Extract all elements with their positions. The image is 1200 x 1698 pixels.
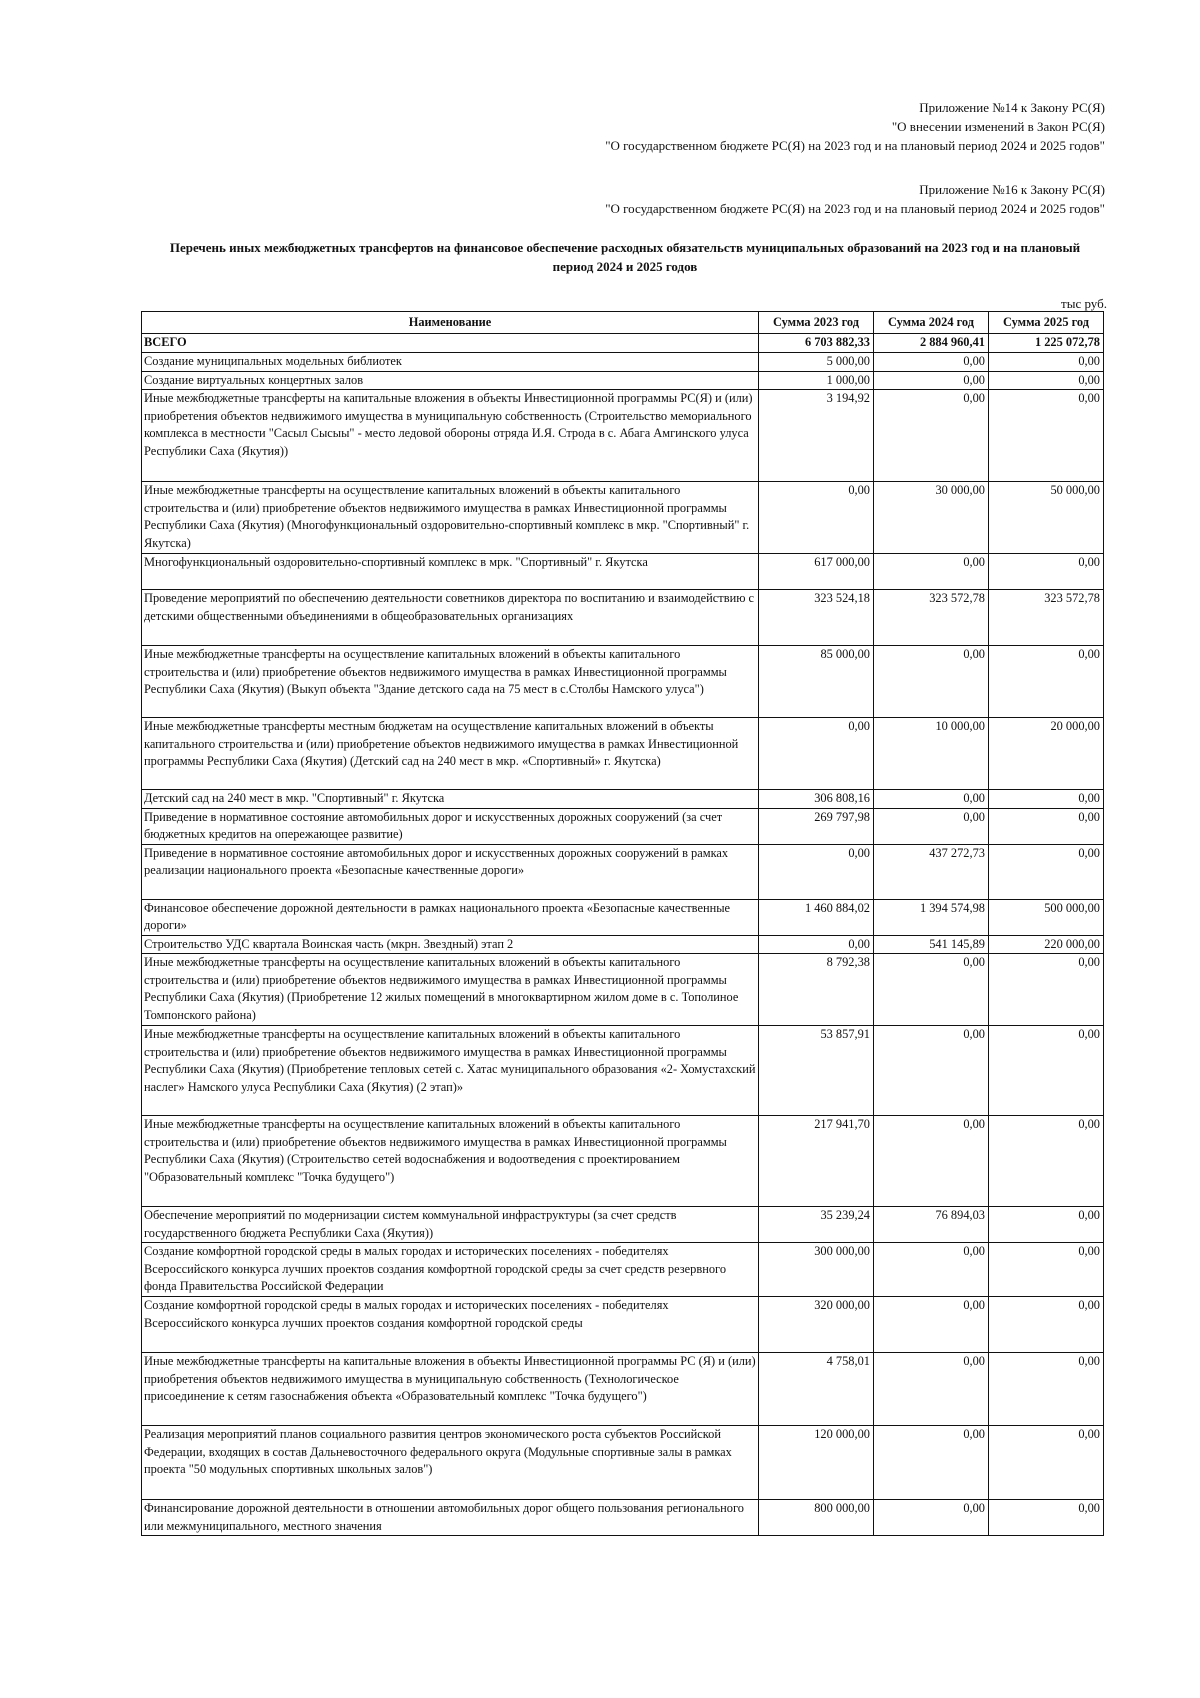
row-name-cell: Создание комфортной городской среды в малых городах и исторических поселениях - победителях Всероссийского конкурса лучших проектов создания комфортной городской среды за счет средств резервного фонда Правительства Российской Федерации [142, 1243, 759, 1297]
table-row [142, 353, 1104, 372]
row-2025-cell: 0,00 [989, 390, 1104, 482]
row-name-cell: Иные межбюджетные трансферты на осуществление капитальных вложений в объекты капитального строительства и (или) приобретение объектов недвижимого имущества в рамках Инвестиционной программы Республики Саха (Якутия) (Многофункциональный оздоровительно-спортивный комплекс в мкр. "Спортивный" г. Якутска) [142, 482, 759, 554]
row-name-cell: Многофункциональный оздоровительно-спортивный комплекс в мрк. "Спортивный" г. Якутска [142, 554, 759, 590]
column-header-name: Наименование [142, 312, 759, 334]
row-name-cell: Строительство УДС квартала Воинская часть (мкрн. Звездный) этап 2 [142, 935, 759, 954]
table-row [142, 482, 1104, 554]
row-name-cell: Иные межбюджетные трансферты на осуществление капитальных вложений в объекты капитального строительства и (или) приобретение объектов недвижимого имущества в рамках Инвестиционной программы Республики Саха (Якутия) (Приобретение тепловых сетей с. Хатас муниципального образования «2- Хомустахский наслег» Намского улуса Республики Саха (Якутия) (2 этап)» [142, 1026, 759, 1116]
row-2024-cell: 76 894,03 [874, 1207, 989, 1243]
table-row [142, 1116, 1104, 1207]
row-name-cell: Иные межбюджетные трансферты местным бюджетам на осуществление капитальных вложений в объекты капитального строительства и (или) приобретение объектов недвижимого имущества в рамках Инвестиционной программы Республики Саха (Якутия) (Детский сад на 240 мест в мкр. «Спортивный» г. Якутска) [142, 718, 759, 790]
transfers-table [141, 311, 1104, 1536]
row-2025-cell: 0,00 [989, 554, 1104, 590]
row-2025-cell: 0,00 [989, 790, 1104, 809]
row-name-cell: Приведение в нормативное состояние автомобильных дорог и искусственных дорожных сооружений в рамках реализации национального проекта «Безопасные качественные дороги» [142, 844, 759, 899]
row-2025-cell: 0,00 [989, 1500, 1104, 1536]
row-2025-cell: 0,00 [989, 1116, 1104, 1207]
row-2025-cell: 500 000,00 [989, 899, 1104, 935]
row-2023-cell: 4 758,01 [759, 1353, 874, 1426]
column-header-2023: Сумма 2023 год [759, 312, 874, 334]
row-2023-cell: 85 000,00 [759, 646, 874, 718]
row-2023-cell: 306 808,16 [759, 790, 874, 809]
row-2025-cell: 0,00 [989, 954, 1104, 1026]
total-2025: 1 225 072,78 [989, 334, 1104, 353]
table-row [142, 844, 1104, 899]
row-2024-cell: 0,00 [874, 371, 989, 390]
row-2025-cell: 0,00 [989, 646, 1104, 718]
column-header-2025: Сумма 2025 год [989, 312, 1104, 334]
header-line: "О внесении изменений в Закон РС(Я) [891, 119, 1105, 134]
row-2023-cell: 800 000,00 [759, 1500, 874, 1536]
total-2023: 6 703 882,33 [759, 334, 874, 353]
row-2024-cell: 1 394 574,98 [874, 899, 989, 935]
row-2023-cell: 120 000,00 [759, 1426, 874, 1500]
table-row [142, 790, 1104, 809]
table-row [142, 899, 1104, 935]
row-2023-cell: 3 194,92 [759, 390, 874, 482]
row-2025-cell: 0,00 [989, 1207, 1104, 1243]
row-2023-cell: 5 000,00 [759, 353, 874, 372]
row-2024-cell: 0,00 [874, 954, 989, 1026]
row-2023-cell: 1 000,00 [759, 371, 874, 390]
row-2024-cell: 0,00 [874, 1500, 989, 1536]
total-label: ВСЕГО [142, 334, 759, 353]
row-2025-cell: 0,00 [989, 1243, 1104, 1297]
row-2024-cell: 0,00 [874, 554, 989, 590]
row-2023-cell: 320 000,00 [759, 1297, 874, 1353]
row-2023-cell: 0,00 [759, 935, 874, 954]
table-row [142, 1426, 1104, 1500]
row-name-cell: Финансовое обеспечение дорожной деятельности в рамках национального проекта «Безопасные качественные дороги» [142, 899, 759, 935]
row-2025-cell: 0,00 [989, 1297, 1104, 1353]
appendix-header-14 [605, 98, 1105, 155]
table-row [142, 954, 1104, 1026]
header-line: Приложение №14 к Закону РС(Я) [919, 100, 1105, 115]
row-name-cell: Детский сад на 240 мест в мкр. "Спортивный" г. Якутска [142, 790, 759, 809]
row-2023-cell: 53 857,91 [759, 1026, 874, 1116]
document-title: Перечень иных межбюджетных трансфертов на финансовое обеспечение расходных обязательств муниципальных образований на 2023 год и на плановый период 2024 и 2025 годов [169, 240, 1081, 274]
row-name-cell: Создание комфортной городской среды в малых городах и исторических поселениях - победителях Всероссийского конкурса лучших проектов создания комфортной городской среды [142, 1297, 759, 1353]
row-2025-cell: 0,00 [989, 808, 1104, 844]
table-row [142, 935, 1104, 954]
row-2025-cell: 220 000,00 [989, 935, 1104, 954]
row-2024-cell: 0,00 [874, 790, 989, 809]
appendix-header-16 [605, 180, 1105, 218]
table-row [142, 1297, 1104, 1353]
row-name-cell: Иные межбюджетные трансферты на осуществление капитальных вложений в объекты капитального строительства и (или) приобретение объектов недвижимого имущества в рамках Инвестиционной программы Республики Саха (Якутия) (Приобретение 12 жилых помещений в многоквартирном жилом доме в с. Тополиное Томпонского района) [142, 954, 759, 1026]
table-row [142, 808, 1104, 844]
header-line: Приложение №16 к Закону РС(Я) [919, 182, 1105, 197]
row-2024-cell: 0,00 [874, 1426, 989, 1500]
row-2024-cell: 437 272,73 [874, 844, 989, 899]
row-name-cell: Иные межбюджетные трансферты на осуществление капитальных вложений в объекты капитального строительства и (или) приобретение объектов недвижимого имущества в рамках Инвестиционной программы Республики Саха (Якутия) (Выкуп объекта "Здание детского сада на 75 мест в с.Столбы Намского улуса") [142, 646, 759, 718]
row-2023-cell: 617 000,00 [759, 554, 874, 590]
row-2023-cell: 269 797,98 [759, 808, 874, 844]
row-2023-cell: 323 524,18 [759, 590, 874, 646]
row-2024-cell: 0,00 [874, 1026, 989, 1116]
row-2024-cell: 0,00 [874, 1116, 989, 1207]
row-2025-cell: 0,00 [989, 1426, 1104, 1500]
total-2024: 2 884 960,41 [874, 334, 989, 353]
row-2023-cell: 8 792,38 [759, 954, 874, 1026]
row-2024-cell: 0,00 [874, 1297, 989, 1353]
row-2023-cell: 0,00 [759, 482, 874, 554]
row-name-cell: Иные межбюджетные трансферты на капитальные вложения в объекты Инвестиционной программы РС(Я) и (или) приобретения объектов недвижимого имущества в муниципальную собственность (Строительство мемориального комплекса в местности "Сасыл Сысыы" - место ледовой обороны отряда И.Я. Строда в с. Абага Амгинского улуса Республики Саха (Якутия)) [142, 390, 759, 482]
table-row [142, 590, 1104, 646]
row-2024-cell: 541 145,89 [874, 935, 989, 954]
row-2023-cell: 300 000,00 [759, 1243, 874, 1297]
row-2023-cell: 0,00 [759, 718, 874, 790]
row-2024-cell: 0,00 [874, 1243, 989, 1297]
row-name-cell: Создание муниципальных модельных библиотек [142, 353, 759, 372]
table-row [142, 1026, 1104, 1116]
header-line: "О государственном бюджете РС(Я) на 2023 год и на плановый период 2024 и 2025 годов" [605, 201, 1105, 216]
row-2025-cell: 0,00 [989, 1353, 1104, 1426]
row-2024-cell: 0,00 [874, 808, 989, 844]
table-row [142, 1353, 1104, 1426]
row-2025-cell: 0,00 [989, 371, 1104, 390]
row-name-cell: Проведение мероприятий по обеспечению деятельности советников директора по воспитанию и взаимодействию с детскими общественными объединениями в общеобразовательных организациях [142, 590, 759, 646]
row-name-cell: Приведение в нормативное состояние автомобильных дорог и искусственных дорожных сооружений (за счет бюджетных кредитов на опережающее развитие) [142, 808, 759, 844]
table-row [142, 554, 1104, 590]
row-2025-cell: 50 000,00 [989, 482, 1104, 554]
table-header-row [142, 312, 1104, 334]
total-row [142, 334, 1104, 353]
row-name-cell: Создание виртуальных концертных залов [142, 371, 759, 390]
header-line: "О государственном бюджете РС(Я) на 2023 год и на плановый период 2024 и 2025 годов" [605, 138, 1105, 153]
units-label: тыс руб. [1061, 296, 1107, 311]
row-2023-cell: 0,00 [759, 844, 874, 899]
row-name-cell: Иные межбюджетные трансферты на осуществление капитальных вложений в объекты капитального строительства и (или) приобретение объектов недвижимого имущества в рамках Инвестиционной программы Республики Саха (Якутия) (Строительство сетей водоснабжения и водоотведения с проектированием "Образовательный комплекс "Точка будущего") [142, 1116, 759, 1207]
row-2025-cell: 0,00 [989, 1026, 1104, 1116]
row-2024-cell: 0,00 [874, 646, 989, 718]
row-name-cell: Иные межбюджетные трансферты на капитальные вложения в объекты Инвестиционной программы РС (Я) и (или) приобретения объектов недвижимого имущества в муниципальную собственность (Технологическое присоединение к сетям газоснабжения объекта «Образовательный комплекс "Точка будущего") [142, 1353, 759, 1426]
table-row [142, 1243, 1104, 1297]
row-2025-cell: 20 000,00 [989, 718, 1104, 790]
row-2024-cell: 0,00 [874, 390, 989, 482]
row-2025-cell: 0,00 [989, 844, 1104, 899]
row-2025-cell: 323 572,78 [989, 590, 1104, 646]
row-2024-cell: 30 000,00 [874, 482, 989, 554]
row-name-cell: Обеспечение мероприятий по модернизации систем коммунальной инфраструктуры (за счет средств государственного бюджета Республики Саха (Якутия)) [142, 1207, 759, 1243]
table-row [142, 371, 1104, 390]
row-name-cell: Реализация мероприятий планов социального развития центров экономического роста субъектов Российской Федерации, входящих в состав Дальневосточного федерального округа (Модульные спортивные залы в рамках проекта "50 модульных спортивных школьных залов") [142, 1426, 759, 1500]
row-2024-cell: 10 000,00 [874, 718, 989, 790]
row-2023-cell: 217 941,70 [759, 1116, 874, 1207]
row-2025-cell: 0,00 [989, 353, 1104, 372]
row-name-cell: Финансирование дорожной деятельности в отношении автомобильных дорог общего пользования регионального или межмуниципального, местного значения [142, 1500, 759, 1536]
row-2024-cell: 0,00 [874, 1353, 989, 1426]
table-row [142, 646, 1104, 718]
table-row [142, 1500, 1104, 1536]
row-2023-cell: 1 460 884,02 [759, 899, 874, 935]
row-2024-cell: 323 572,78 [874, 590, 989, 646]
table-row [142, 390, 1104, 482]
table-row [142, 1207, 1104, 1243]
row-2024-cell: 0,00 [874, 353, 989, 372]
column-header-2024: Сумма 2024 год [874, 312, 989, 334]
table-row [142, 718, 1104, 790]
row-2023-cell: 35 239,24 [759, 1207, 874, 1243]
